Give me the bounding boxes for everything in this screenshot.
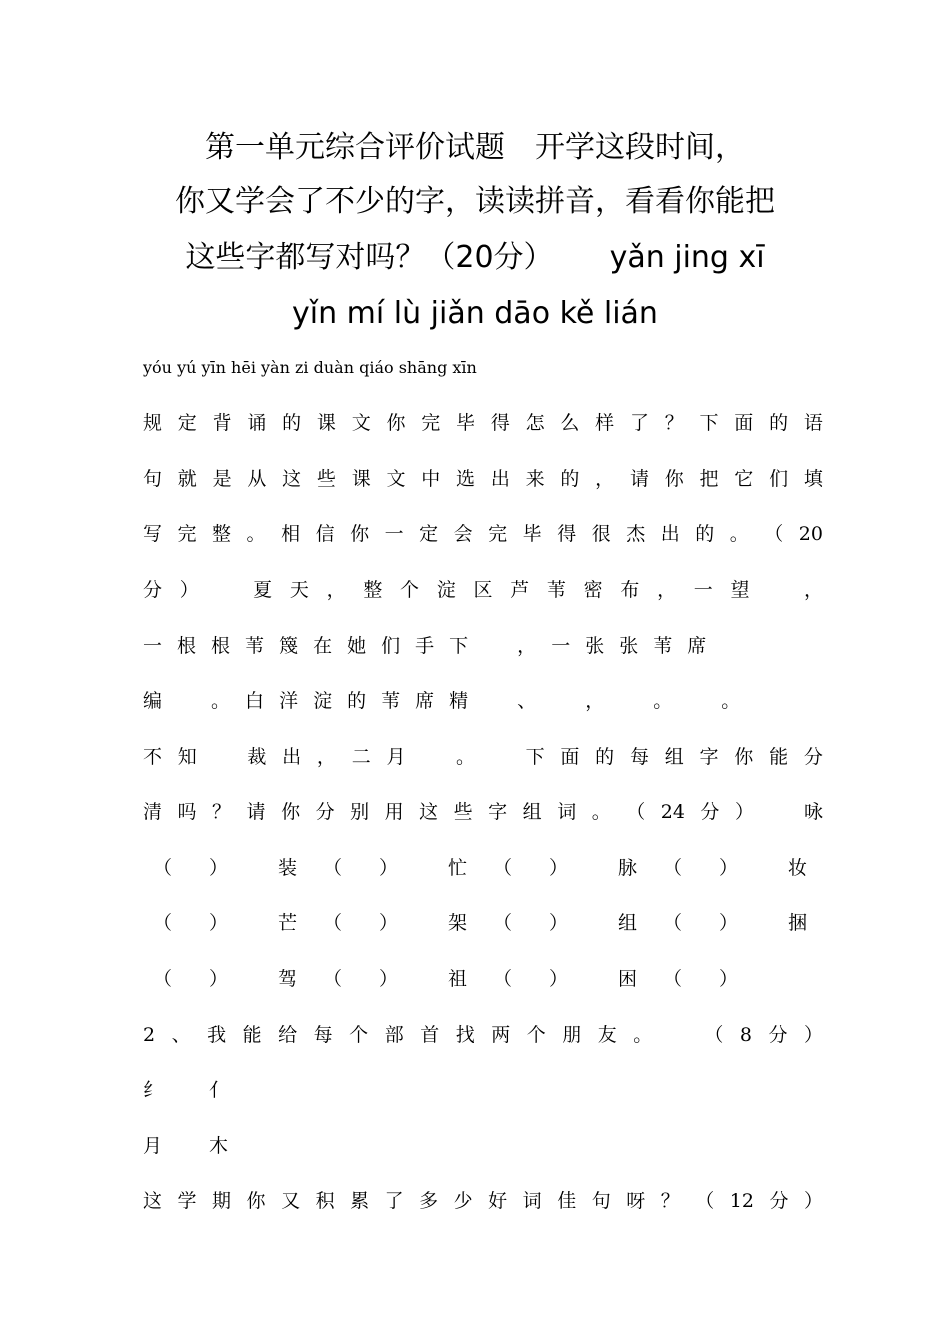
char: 这: [419, 801, 439, 823]
grid-cell: ）: [379, 968, 399, 990]
char: 课: [316, 412, 336, 434]
char: 累: [350, 1190, 370, 1212]
char: ？: [660, 1190, 680, 1212]
char: 下: [449, 635, 469, 657]
grid-cell: 困: [618, 968, 638, 990]
char: 分: [700, 801, 720, 823]
grid-cell: ）: [549, 857, 569, 879]
grid-row-3: [143, 964, 823, 994]
char: （: [695, 1190, 715, 1212]
char: 张: [619, 635, 639, 657]
char: 下: [525, 746, 545, 768]
char: 出: [282, 746, 302, 768]
char: 8: [739, 1024, 752, 1046]
char: 月: [386, 746, 406, 768]
char: 知: [177, 746, 197, 768]
char: 一: [384, 523, 404, 545]
char: 。: [246, 523, 266, 545]
char: 友: [597, 1024, 617, 1046]
char: 篾: [279, 635, 299, 657]
char: 望: [730, 579, 750, 601]
title-line-4-pinyin: yǐn mí lù jiǎn dāo kě lián: [292, 296, 658, 331]
char: 你: [281, 801, 301, 823]
grid-cell: 芒: [278, 912, 298, 934]
char: 了: [629, 412, 649, 434]
char: [669, 1020, 688, 1050]
char: 张: [585, 635, 605, 657]
char: 的: [282, 412, 302, 434]
char: （: [704, 1024, 724, 1046]
grid-cell: （: [153, 968, 173, 990]
char: 夏: [253, 579, 273, 601]
char: 你: [734, 746, 754, 768]
char: 席: [687, 635, 707, 657]
char: 。: [456, 746, 476, 768]
char: 苇: [653, 635, 673, 657]
char: 它: [734, 468, 754, 490]
char: 组: [664, 746, 684, 768]
radical: 月: [143, 1135, 163, 1157]
char: [491, 742, 510, 772]
char: 你: [350, 523, 370, 545]
char: 。: [633, 1024, 653, 1046]
char: 积: [315, 1190, 335, 1212]
char: ，: [326, 579, 346, 601]
char: 组: [522, 801, 542, 823]
char: 怎: [525, 412, 545, 434]
char: 分: [768, 1024, 788, 1046]
char: 又: [281, 1190, 301, 1212]
section2-line-8: [143, 797, 823, 827]
char: 一: [693, 579, 713, 601]
char: 相: [281, 523, 301, 545]
char: 句: [143, 468, 163, 490]
grid-cell: 捆: [788, 912, 808, 934]
char: 写: [143, 523, 163, 545]
grid-cell: ）: [379, 912, 399, 934]
char: 中: [421, 468, 441, 490]
char: 二: [351, 746, 371, 768]
char: 么: [560, 412, 580, 434]
char: 苇: [245, 635, 265, 657]
char: 些: [453, 801, 473, 823]
char: ）: [803, 1024, 823, 1046]
char: 分: [803, 746, 823, 768]
char: 些: [316, 468, 336, 490]
char: 完: [177, 523, 197, 545]
radical: 木: [209, 1135, 229, 1157]
char: 。: [211, 690, 231, 712]
char: 面: [734, 412, 754, 434]
grid-cell: 脉: [618, 857, 638, 879]
char: （: [626, 801, 646, 823]
char: 来: [525, 468, 545, 490]
char: ，: [803, 579, 823, 601]
char: 分: [769, 1190, 789, 1212]
char: 学: [177, 1190, 197, 1212]
char: ，: [595, 468, 615, 490]
char: 洋: [279, 690, 299, 712]
char: 根: [211, 635, 231, 657]
char: 就: [177, 468, 197, 490]
char: [551, 686, 570, 716]
radical: 亻: [209, 1079, 229, 1101]
grid-row-2: [143, 908, 823, 938]
grid-cell: （: [663, 857, 683, 879]
char: 下: [699, 412, 719, 434]
char: 部: [384, 1024, 404, 1046]
grid-cell: 祖: [448, 968, 468, 990]
char: 你: [664, 468, 684, 490]
char: 用: [384, 801, 404, 823]
char: 每: [629, 746, 649, 768]
grid-cell: ）: [719, 912, 739, 934]
char: [213, 742, 232, 772]
grid-cell: 驾: [278, 968, 298, 990]
char: 一: [143, 635, 163, 657]
char: 毕: [456, 412, 476, 434]
section3-last-line: [143, 1186, 823, 1216]
char: 课: [351, 468, 371, 490]
char: ，: [316, 746, 336, 768]
char: ，: [585, 690, 605, 712]
char: 编: [143, 690, 163, 712]
radical: 纟: [143, 1079, 163, 1101]
char: 词: [557, 801, 577, 823]
char: 吗: [177, 801, 197, 823]
section2-line-2: [143, 464, 823, 494]
char: 佳: [557, 1190, 577, 1212]
char: 2: [143, 1024, 156, 1046]
char: 24: [660, 801, 685, 823]
char: 了: [384, 1190, 404, 1212]
char: 句: [591, 1190, 611, 1212]
char: 文: [386, 468, 406, 490]
grid-cell: ）: [209, 857, 229, 879]
char: 根: [177, 635, 197, 657]
char: 背: [212, 412, 232, 434]
char: 把: [699, 468, 719, 490]
char: 很: [591, 523, 611, 545]
char: ）: [734, 801, 754, 823]
char: 们: [381, 635, 401, 657]
grid-row-1: [143, 853, 823, 883]
char: 字: [699, 746, 719, 768]
grid-cell: 忙: [448, 857, 468, 879]
char: 精: [449, 690, 469, 712]
grid-cell: ）: [719, 968, 739, 990]
char: ？: [664, 412, 684, 434]
char: 完: [488, 523, 508, 545]
char: 的: [347, 690, 367, 712]
char: 20: [798, 523, 823, 545]
section2-line-6: [143, 686, 823, 716]
char: 这: [282, 468, 302, 490]
char: 文: [351, 412, 371, 434]
section2-line-1: [143, 408, 823, 438]
grid-cell: 架: [448, 912, 468, 934]
char: [177, 686, 196, 716]
char: 的: [769, 412, 789, 434]
grid-cell: ）: [209, 968, 229, 990]
grid-cell: 组: [618, 912, 638, 934]
grid-cell: （: [153, 912, 173, 934]
char: 分: [315, 801, 335, 823]
char: 两: [491, 1024, 511, 1046]
char: 。: [721, 690, 741, 712]
char: 定: [419, 523, 439, 545]
char: 多: [419, 1190, 439, 1212]
char: 面: [560, 746, 580, 768]
char: 布: [620, 579, 640, 601]
char: 12: [729, 1190, 754, 1212]
char: 出: [490, 468, 510, 490]
char: 我: [207, 1024, 227, 1046]
char: 她: [347, 635, 367, 657]
char: 的: [695, 523, 715, 545]
char: ？: [212, 801, 232, 823]
char: 选: [456, 468, 476, 490]
char: 分: [143, 579, 163, 601]
char: 。: [591, 801, 611, 823]
char: [483, 686, 502, 716]
char: 字: [488, 801, 508, 823]
grid-cell: （: [663, 968, 683, 990]
grid-cell: ）: [379, 857, 399, 879]
char: 。: [729, 523, 749, 545]
char: 区: [473, 579, 493, 601]
char: 请: [629, 468, 649, 490]
section3-title: [143, 1020, 823, 1050]
section2-line-3: [143, 519, 823, 549]
char: 请: [246, 801, 266, 823]
char: 席: [415, 690, 435, 712]
char: 个: [349, 1024, 369, 1046]
grid-cell: （: [663, 912, 683, 934]
char: 裁: [247, 746, 267, 768]
char: 咏: [803, 801, 823, 823]
char: 不: [143, 746, 163, 768]
char: [619, 686, 638, 716]
char: 淀: [313, 690, 333, 712]
char: 一: [551, 635, 571, 657]
char: 这: [143, 1190, 163, 1212]
title-line-3: [120, 238, 830, 278]
title-line-1: 第一单元综合评价试题 开学这段时间，: [205, 130, 745, 165]
radicals-row-1: [143, 1075, 823, 1105]
grid-cell: （: [323, 857, 343, 879]
char: 在: [313, 635, 333, 657]
char: 毕: [522, 523, 542, 545]
grid-cell: （: [323, 912, 343, 934]
grid-cell: ）: [549, 968, 569, 990]
char: 、: [171, 1024, 191, 1046]
char: 手: [415, 635, 435, 657]
char: 语: [803, 412, 823, 434]
char: 每: [313, 1024, 333, 1046]
title-line-3-text: 这些字都写对吗？（20分）: [185, 240, 554, 275]
char: 朋: [562, 1024, 582, 1046]
char: [687, 686, 706, 716]
char: 的: [595, 746, 615, 768]
char: 定: [177, 412, 197, 434]
char: 好: [488, 1190, 508, 1212]
char: 密: [583, 579, 603, 601]
radicals-row-2: [143, 1131, 823, 1161]
char: 首: [420, 1024, 440, 1046]
grid-cell: ）: [549, 912, 569, 934]
grid-cell: （: [493, 968, 513, 990]
char: 你: [246, 1190, 266, 1212]
char: [421, 742, 440, 772]
char: 呀: [626, 1190, 646, 1212]
char: 会: [453, 523, 473, 545]
char: 。: [653, 690, 673, 712]
char: 规: [143, 412, 163, 434]
char: 词: [522, 1190, 542, 1212]
section2-line-5: [143, 631, 823, 661]
grid-cell: （: [323, 968, 343, 990]
char: [483, 631, 502, 661]
char: [769, 797, 788, 827]
section2-line-4: [143, 575, 823, 605]
char: ，: [657, 579, 677, 601]
char: 的: [560, 468, 580, 490]
char: 天: [289, 579, 309, 601]
char: 完: [421, 412, 441, 434]
char: 白: [245, 690, 265, 712]
char: （: [764, 523, 784, 545]
char: 、: [517, 690, 537, 712]
char: 你: [386, 412, 406, 434]
char: 得: [490, 412, 510, 434]
grid-cell: ）: [719, 857, 739, 879]
char: 信: [315, 523, 335, 545]
char: 整: [212, 523, 232, 545]
grid-cell: ）: [209, 912, 229, 934]
char: 整: [363, 579, 383, 601]
char: ）: [803, 1190, 823, 1212]
char: 诵: [247, 412, 267, 434]
grid-cell: 装: [278, 857, 298, 879]
pinyin-line: yóu yú yīn hēi yàn zi duàn qiáo shāng xīn: [143, 358, 477, 377]
char: 从: [247, 468, 267, 490]
char: [216, 575, 235, 605]
char: 芦: [510, 579, 530, 601]
char: [767, 575, 786, 605]
char: 个: [526, 1024, 546, 1046]
title-line-3-pinyin: yǎn jing xī: [609, 240, 765, 275]
char: 苇: [381, 690, 401, 712]
char: 苇: [546, 579, 566, 601]
grid-cell: （: [153, 857, 173, 879]
section2-line-7: [143, 742, 823, 772]
char: 出: [660, 523, 680, 545]
char: 杰: [626, 523, 646, 545]
char: 期: [212, 1190, 232, 1212]
char: 少: [453, 1190, 473, 1212]
char: 能: [242, 1024, 262, 1046]
grid-cell: （: [493, 912, 513, 934]
char: 样: [595, 412, 615, 434]
char: 淀: [436, 579, 456, 601]
char: 能: [769, 746, 789, 768]
char: ）: [179, 579, 199, 601]
char: ，: [517, 635, 537, 657]
char: 找: [455, 1024, 475, 1046]
char: 们: [769, 468, 789, 490]
char: 是: [212, 468, 232, 490]
grid-cell: 妆: [788, 857, 808, 879]
char: 给: [278, 1024, 298, 1046]
grid-cell: （: [493, 857, 513, 879]
char: 个: [400, 579, 420, 601]
char: 填: [803, 468, 823, 490]
char: 得: [557, 523, 577, 545]
char: 别: [350, 801, 370, 823]
title-line-2: 你又学会了不少的字，读读拼音，看看你能把: [175, 184, 775, 219]
char: 清: [143, 801, 163, 823]
